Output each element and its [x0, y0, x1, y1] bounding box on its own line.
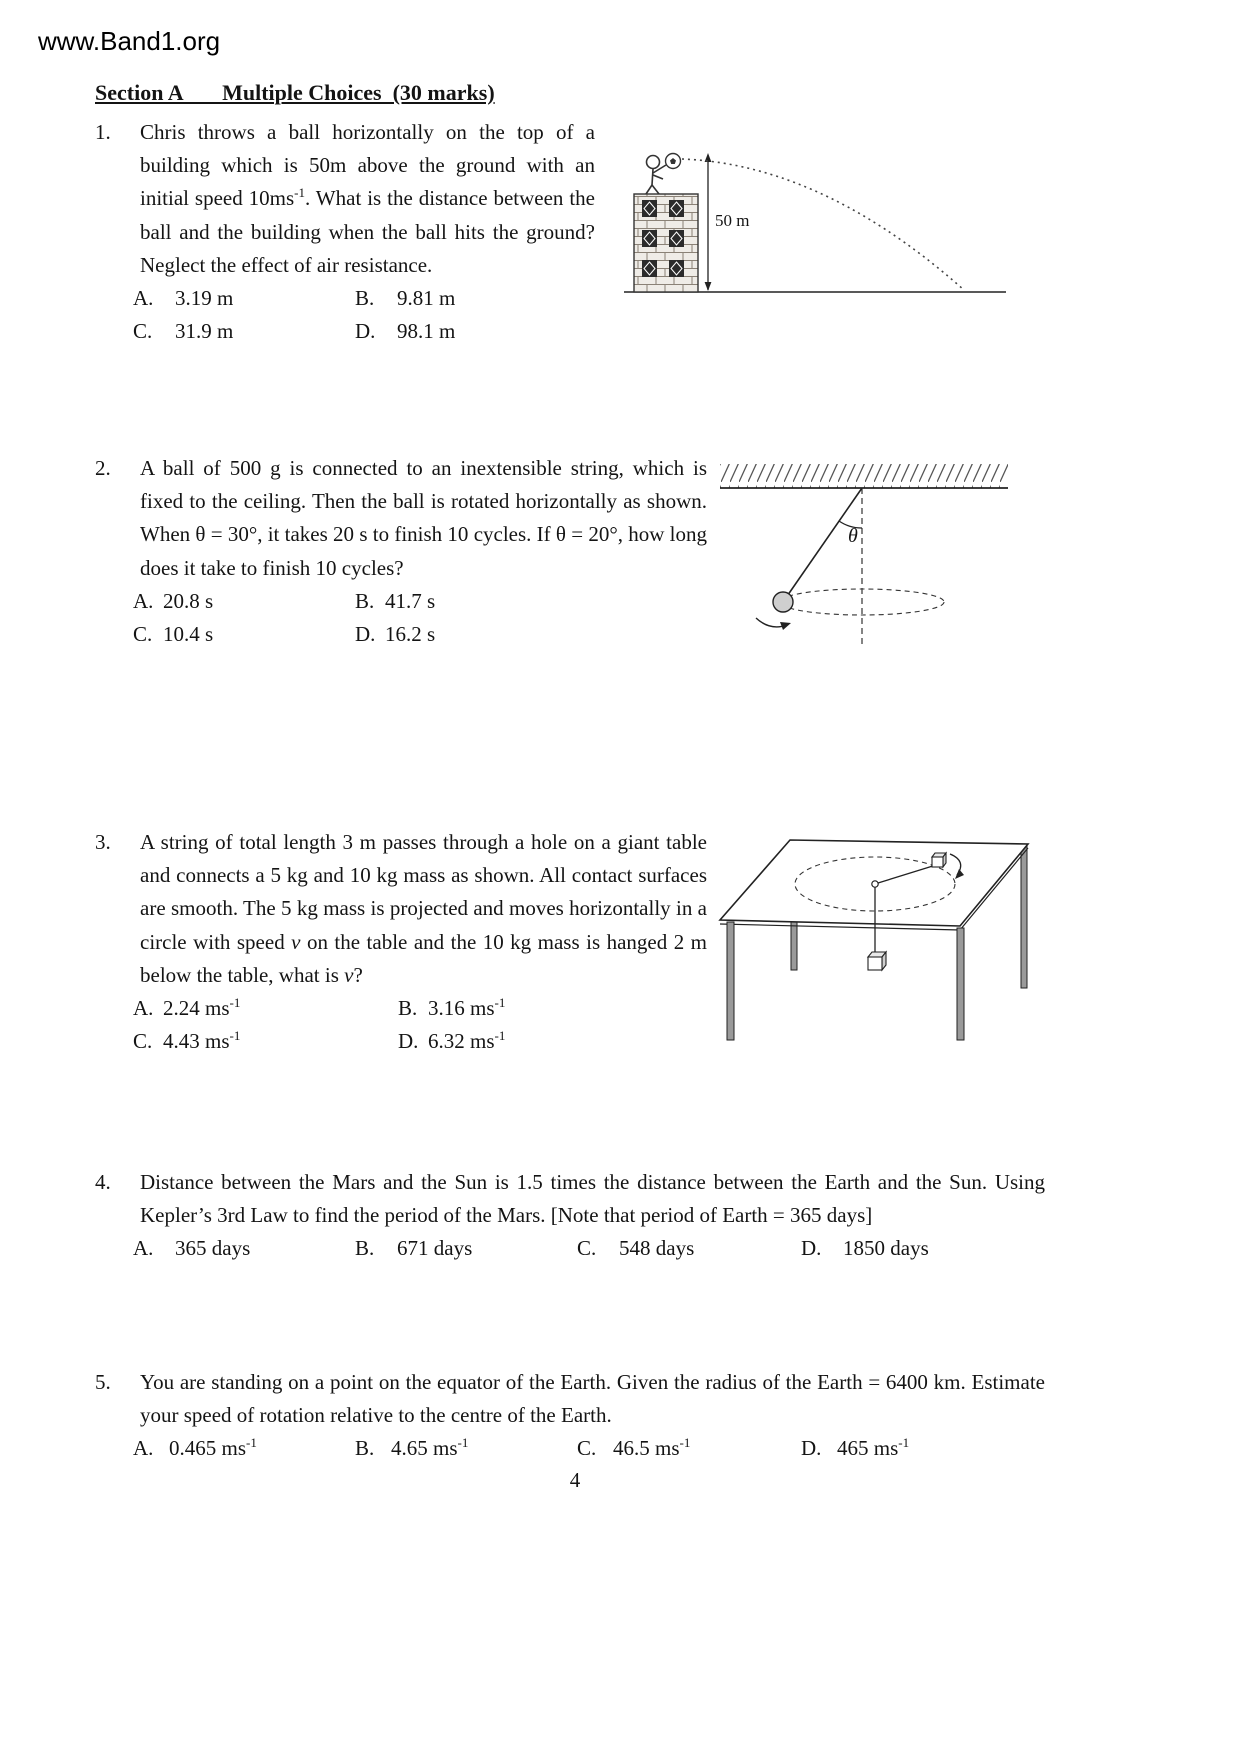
- question-4-option-b: [355, 1232, 577, 1265]
- question-1-option-d: [355, 315, 595, 348]
- option-key: A.: [133, 1236, 154, 1261]
- pendulum-ball: [773, 592, 793, 612]
- question-1-option-b: [355, 282, 595, 315]
- building: [634, 194, 698, 292]
- option-key: B.: [355, 1436, 375, 1461]
- ceiling-hatch: [720, 464, 1008, 488]
- option-text: 465 ms: [837, 1436, 899, 1461]
- table-back-right-leg: [1021, 846, 1027, 988]
- option-key: D.: [801, 1436, 822, 1461]
- question-4-option-a: [133, 1232, 355, 1265]
- option-key: D.: [355, 621, 376, 646]
- option-text: 2.24 ms: [163, 995, 230, 1020]
- question-3-option-a: A. 2.24 $ms^{-1}$: [133, 992, 398, 1025]
- option-key: D.: [398, 1029, 419, 1054]
- question-5-option-c: C. 46.5 $ms^{-1}$: [577, 1432, 801, 1465]
- option-key: C.: [133, 621, 153, 646]
- option-text: 1850 days: [843, 1236, 929, 1261]
- option-text: 365 days: [175, 1236, 251, 1261]
- option-text: 9.81 m: [397, 285, 456, 310]
- option-text: 31.9 m: [175, 319, 234, 344]
- option-text: 6.32 ms: [428, 1029, 495, 1054]
- option-text: 548 days: [619, 1236, 695, 1261]
- option-text: 3.16 ms: [428, 995, 495, 1020]
- option-key: B.: [355, 1236, 375, 1261]
- option-key: A.: [133, 1436, 154, 1461]
- question-4: [95, 1166, 1045, 1266]
- question-4-option-d: [801, 1232, 1045, 1265]
- projectile-figure: [616, 116, 1014, 304]
- question-1-number: 1.: [95, 120, 111, 144]
- question-2-option-c: [133, 618, 355, 651]
- question-2-option-a: [133, 585, 355, 618]
- option-text: 16.2 s: [385, 621, 436, 646]
- pendulum-figure: [712, 458, 1014, 656]
- question-1-options: [133, 282, 595, 348]
- question-2-text: A ball of 500 g is connected to an inextensible string, which is fixed to the ceiling. Then the ball is rotated horizontally as shown. When θ = 30°, it takes 20 s to finish 10 cycles. If θ = 20°, how long does it take to finish 10 cycles?: [140, 456, 707, 580]
- question-2-options: [133, 585, 707, 651]
- option-key: A.: [133, 995, 154, 1020]
- option-key: C.: [133, 1029, 153, 1054]
- option-text: 671 days: [397, 1236, 473, 1261]
- option-text: 41.7 s: [385, 588, 436, 613]
- table-front-right-leg: [957, 928, 964, 1040]
- option-text: 46.5 ms: [613, 1436, 680, 1461]
- question-2: [95, 452, 707, 651]
- question-3-number: 3.: [95, 830, 111, 854]
- figure-q3-table-diagram: [710, 832, 1048, 1056]
- question-5-number: 5.: [95, 1370, 111, 1394]
- question-1-option-c: [133, 315, 355, 348]
- option-key: B.: [355, 588, 375, 613]
- option-text: 0.465 ms: [169, 1436, 247, 1461]
- question-3-option-b: B. 3.16 $ms^{-1}$: [398, 992, 707, 1025]
- option-key: C.: [133, 319, 153, 344]
- question-2-option-b: [355, 585, 707, 618]
- figure-q2-pendulum-diagram: [712, 458, 1014, 662]
- question-1-text: Chris throws a ball horizontally on the top of a building which is 50m above the ground with an initial speed $10ms^{-1}$. What is the distance between the ball and the building when the ball hits the ground? Neglect the effect of air resistance.: [140, 120, 595, 277]
- height-arrow: [705, 153, 712, 291]
- angle-label: θ: [848, 525, 858, 547]
- option-key: D.: [355, 319, 376, 344]
- question-4-option-c: [577, 1232, 801, 1265]
- table-figure: [710, 832, 1048, 1050]
- figure-q1-projectile-diagram: [616, 116, 1014, 310]
- option-key: A.: [133, 588, 154, 613]
- question-3-option-d: D. 6.32 $ms^{-1}$: [398, 1025, 707, 1058]
- table-hole: [872, 881, 878, 887]
- question-5-option-a: A. 0.465 $ms^{-1}$: [133, 1432, 355, 1465]
- option-text: 10.4 s: [163, 621, 214, 646]
- site-url: www.Band1.org: [38, 26, 221, 56]
- question-4-text: Distance between the Mars and the Sun is 1.5 times the distance between the Earth and the Sun. Using Kepler’s 3rd Law to find the period of the Mars. [Note that period of Earth = 365 days]: [140, 1170, 1045, 1228]
- question-1: [95, 116, 595, 348]
- option-text: 98.1 m: [397, 319, 456, 344]
- question-5-option-b: B. 4.65 $ms^{-1}$: [355, 1432, 577, 1465]
- option-key: A.: [133, 285, 154, 310]
- option-text: 3.19 m: [175, 285, 234, 310]
- question-2-number: 2.: [95, 456, 111, 480]
- ball-icon: [666, 154, 681, 169]
- option-key: B.: [398, 995, 418, 1020]
- option-key: C.: [577, 1436, 597, 1461]
- question-3-options: [133, 992, 707, 1058]
- rotation-arrow: [756, 618, 791, 630]
- question-5-text: You are standing on a point on the equator of the Earth. Given the radius of the Earth = 6400 km. Estimate your speed of rotation relative to the centre of the Earth.: [140, 1370, 1045, 1428]
- question-2-option-d: [355, 618, 707, 651]
- option-key: B.: [355, 285, 375, 310]
- option-text: 20.8 s: [163, 588, 214, 613]
- question-1-option-a: [133, 282, 355, 315]
- section-heading: Section A Multiple Choices (30 marks): [95, 80, 495, 105]
- question-3-option-c: C. 4.43 $ms^{-1}$: [133, 1025, 398, 1058]
- option-text: 4.43 ms: [163, 1029, 230, 1054]
- question-5: [95, 1366, 1045, 1466]
- option-key: D.: [801, 1236, 822, 1261]
- question-5-option-d: D. 465 $ms^{-1}$: [801, 1432, 1045, 1465]
- option-text: 4.65 ms: [391, 1436, 458, 1461]
- question-3-text: A string of total length 3 m passes through a hole on a giant table and connects a 5 kg and 10 kg mass as shown. All contact surfaces are smooth. The 5 kg mass is projected and moves horizontally in a circle with speed v on the table and the 10 kg mass is hanged 2 m below the table, what is v?: [140, 830, 707, 987]
- height-label: 50 m: [715, 211, 750, 230]
- question-5-options: [133, 1432, 1045, 1465]
- hanging-mass: [868, 952, 886, 970]
- question-4-options: [133, 1232, 1045, 1265]
- table-front-left-leg: [727, 922, 734, 1040]
- page-number: 4: [569, 1468, 581, 1492]
- option-key: C.: [577, 1236, 597, 1261]
- question-3: [95, 826, 707, 1058]
- person-icon: [646, 156, 666, 195]
- sliding-mass: [932, 853, 946, 867]
- question-4-number: 4.: [95, 1170, 111, 1194]
